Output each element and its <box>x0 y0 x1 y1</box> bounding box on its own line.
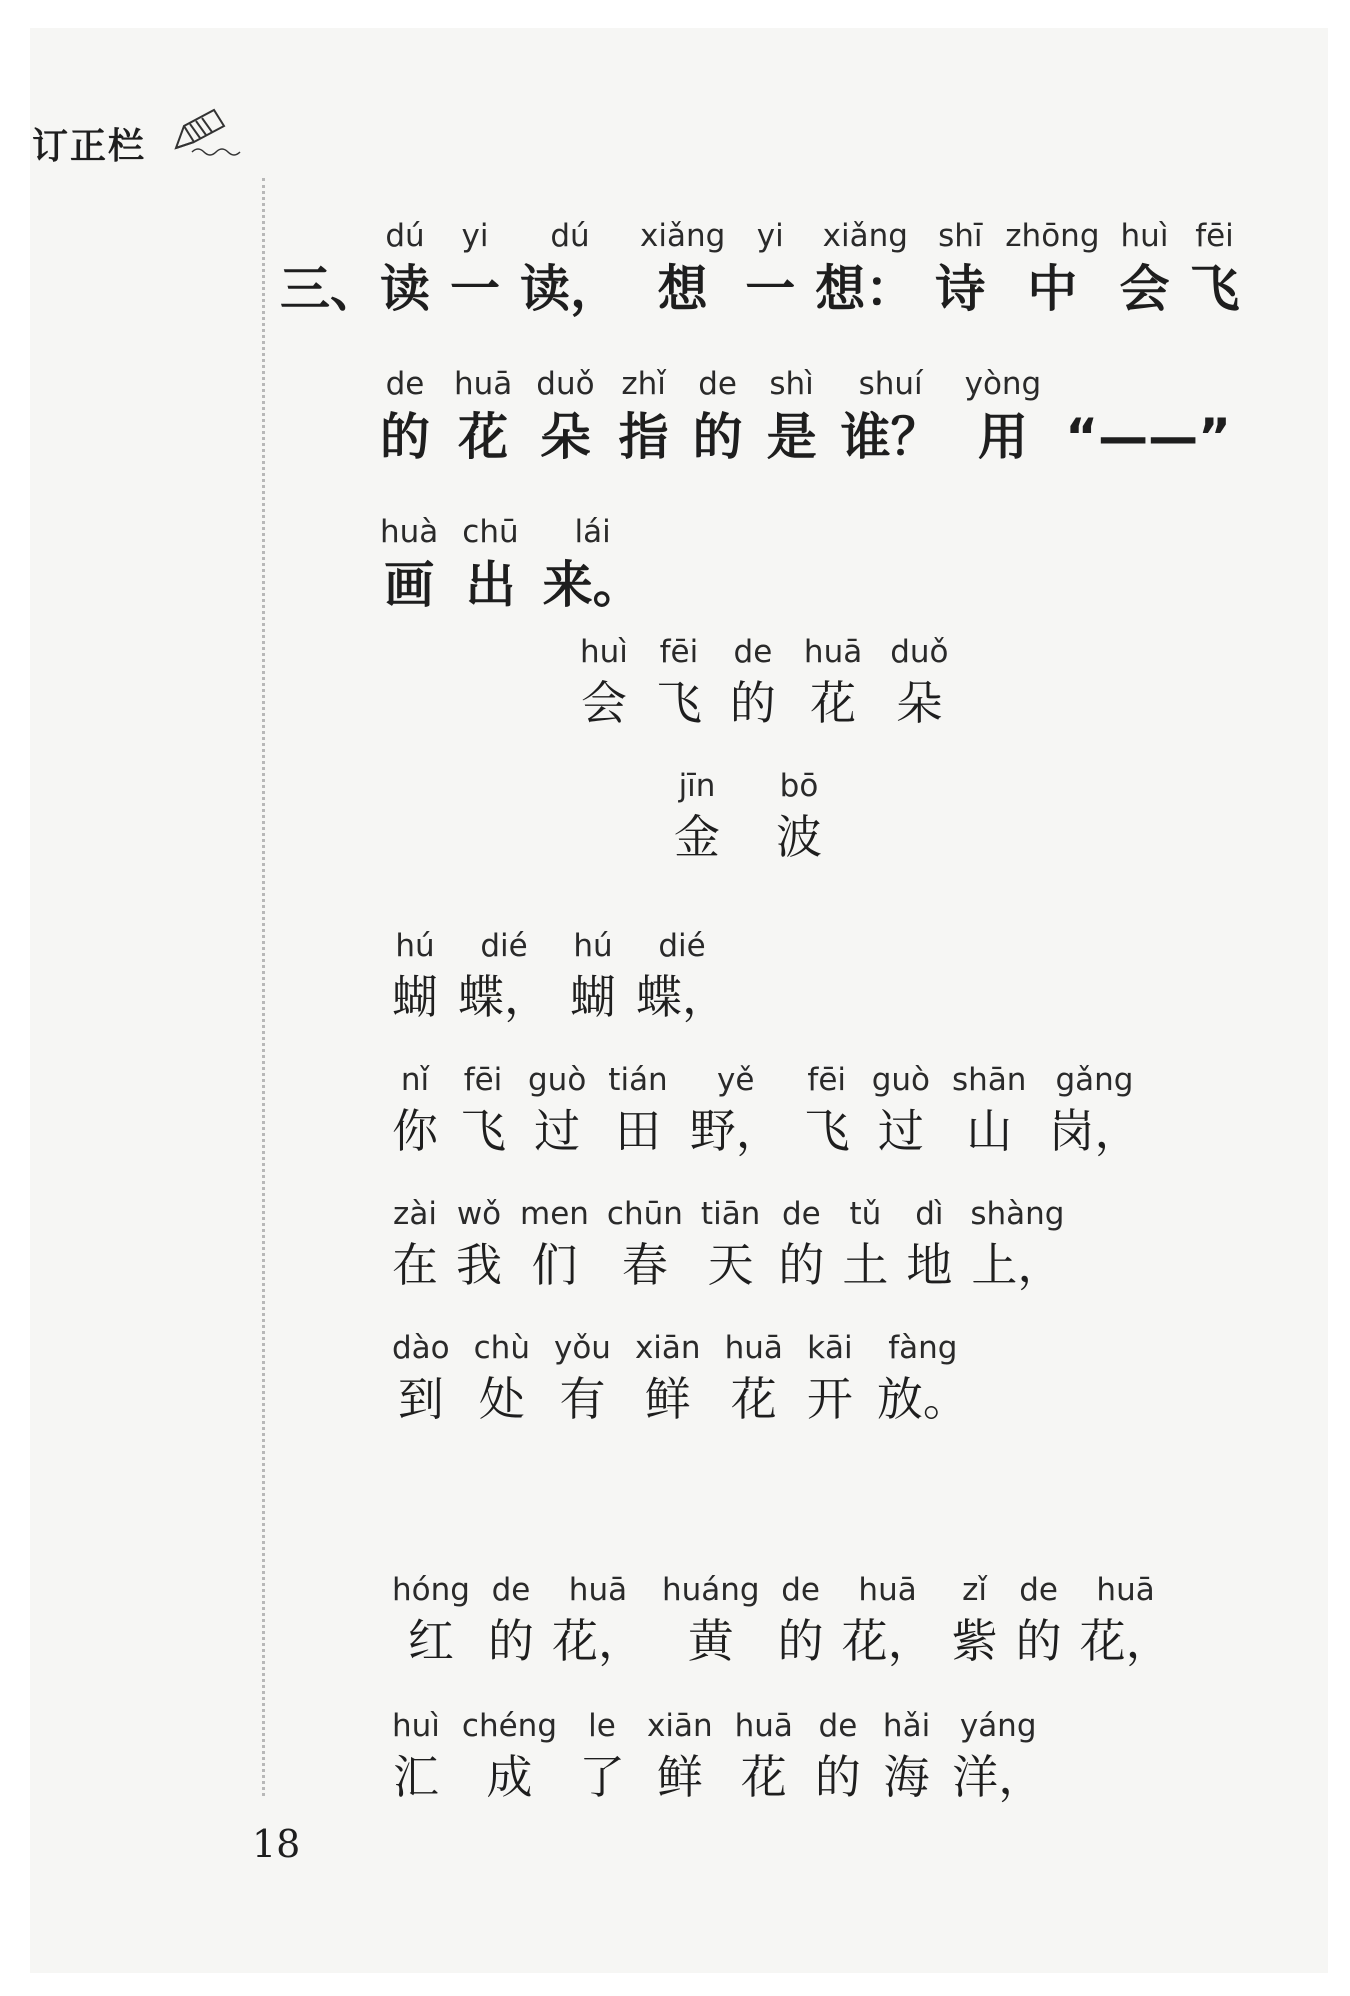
pinyin-character-pair <box>552 1570 644 1672</box>
pinyin: yǒu <box>553 1330 611 1366</box>
hanzi: “——” <box>1065 408 1231 466</box>
pinyin: huáng <box>661 1572 760 1608</box>
pinyin-character-pair <box>735 1706 793 1808</box>
pinyin-character-pair <box>970 1194 1064 1296</box>
hanzi: 花 <box>458 408 509 466</box>
pinyin-character-pair <box>778 1194 824 1296</box>
pinyin: fēi <box>659 634 699 670</box>
pinyin-character-pair <box>965 364 1042 470</box>
pinyin: yi <box>756 218 784 254</box>
question-line <box>380 216 1240 322</box>
pinyin: huā <box>858 1572 917 1608</box>
hanzi: 野， <box>689 1104 782 1158</box>
question-block <box>280 216 1240 618</box>
hanzi: 的 <box>487 1614 534 1668</box>
pinyin: dú <box>385 218 425 254</box>
pinyin-character-pair <box>701 1194 760 1296</box>
hanzi: 花， <box>1079 1614 1172 1668</box>
pinyin-character-pair <box>883 1706 930 1808</box>
hanzi: 山 <box>966 1104 1013 1158</box>
pinyin: tǔ <box>849 1196 882 1232</box>
hanzi: 红 <box>407 1614 454 1668</box>
pinyin-character-pair <box>462 512 518 618</box>
pinyin-character-pair <box>392 1060 438 1162</box>
pinyin-character-pair <box>554 1328 611 1430</box>
pinyin-character-pair <box>580 632 628 734</box>
pinyin-character-pair <box>804 632 862 734</box>
pinyin-character-pair <box>456 1194 502 1296</box>
pinyin-character-pair <box>636 926 728 1028</box>
hanzi: 来。 <box>542 556 643 614</box>
hanzi: 飞 <box>460 1104 506 1158</box>
pinyin-character-pair <box>647 1706 713 1808</box>
hanzi: 想： <box>815 260 916 318</box>
hanzi: 你 <box>392 1104 438 1158</box>
pinyin: jīn <box>678 768 716 804</box>
pinyin: dú <box>550 218 590 254</box>
hanzi: 朵 <box>896 676 943 730</box>
question-line <box>380 364 1240 470</box>
hanzi: 放。 <box>876 1372 969 1426</box>
hanzi: 读， <box>520 260 620 318</box>
pinyin: bō <box>779 768 819 804</box>
pinyin-character-pair <box>952 1570 998 1672</box>
hanzi: 洋， <box>952 1750 1045 1804</box>
pinyin-character-pair <box>474 1328 530 1430</box>
pinyin-character-pair <box>392 1706 440 1808</box>
pinyin: de <box>491 1572 531 1608</box>
pinyin: dì <box>915 1196 944 1232</box>
pinyin: huā <box>734 1708 793 1744</box>
pinyin: de <box>781 1572 820 1608</box>
pinyin-character-pair <box>906 1194 952 1296</box>
pinyin: guò <box>528 1062 587 1098</box>
pinyin-character-pair <box>662 1570 760 1672</box>
pinyin-character-pair <box>725 1328 783 1430</box>
pinyin: fēi <box>1195 218 1234 254</box>
pinyin: dié <box>480 928 528 964</box>
hanzi: 了 <box>579 1750 626 1804</box>
hanzi: 处 <box>478 1372 525 1426</box>
pinyin: chéng <box>461 1708 558 1744</box>
pinyin: dié <box>658 928 706 964</box>
pinyin-character-pair <box>745 216 795 322</box>
hanzi: 花 <box>740 1750 787 1804</box>
poem-line <box>392 1060 1140 1162</box>
pinyin-character-pair <box>392 926 438 1028</box>
pinyin-character-pair <box>877 1328 969 1430</box>
hanzi: 一 <box>745 260 796 318</box>
hanzi: 用 <box>977 408 1028 466</box>
hanzi: 朵 <box>540 408 591 466</box>
pinyin-character-pair <box>952 1706 1044 1808</box>
hanzi: 开 <box>806 1372 853 1426</box>
hanzi: 会 <box>580 676 627 730</box>
pinyin-character-pair <box>693 364 743 470</box>
pinyin-character-pair <box>380 512 438 618</box>
pinyin-character-pair <box>841 364 941 470</box>
pinyin-character-pair <box>804 1060 850 1162</box>
pinyin: hǎi <box>882 1708 931 1744</box>
hanzi: 的 <box>692 408 743 466</box>
pinyin-character-pair <box>543 512 643 618</box>
hanzi: 是 <box>766 408 817 466</box>
pinyin-character-pair <box>815 216 915 322</box>
hanzi: 飞 <box>803 1104 850 1158</box>
pinyin: zhǐ <box>621 366 666 402</box>
page-number: 18 <box>252 1822 301 1866</box>
pinyin-character-pair <box>488 1570 534 1672</box>
hanzi: 成 <box>486 1750 533 1804</box>
pinyin: de <box>781 1196 821 1232</box>
poem-line <box>392 1194 1064 1296</box>
pinyin: wǒ <box>456 1196 502 1232</box>
hanzi: 读 <box>380 260 430 318</box>
pinyin-character-pair <box>1065 364 1231 470</box>
hanzi: 谁？ <box>840 408 941 466</box>
pinyin-character-pair <box>458 926 550 1028</box>
hanzi: 一 <box>450 260 500 318</box>
hanzi: 黄 <box>687 1614 734 1668</box>
hanzi: 飞 <box>1189 260 1240 318</box>
pinyin-character-pair <box>392 1328 450 1430</box>
pinyin: chù <box>473 1330 530 1366</box>
pinyin-character-pair <box>778 1570 824 1672</box>
pinyin-character-pair <box>1005 216 1099 322</box>
pinyin-character-pair <box>767 364 817 470</box>
pinyin: tiān <box>700 1196 761 1232</box>
pinyin-character-pair <box>776 766 822 868</box>
hanzi: 花， <box>841 1614 934 1668</box>
pinyin: xiǎng <box>640 218 726 254</box>
pinyin: huā <box>803 634 863 670</box>
pinyin-character-pair <box>579 1706 625 1808</box>
pinyin: duǒ <box>890 634 949 670</box>
pinyin-character-pair <box>454 364 512 470</box>
hanzi: 中 <box>1027 260 1078 318</box>
pinyin: dào <box>392 1330 450 1366</box>
pinyin: men <box>520 1196 589 1232</box>
hanzi: 田 <box>615 1104 661 1158</box>
hanzi: 的 <box>778 1238 825 1292</box>
pinyin: shàng <box>970 1196 1065 1232</box>
correction-column-label: 订正栏 <box>32 126 147 167</box>
pinyin: gǎng <box>1055 1062 1134 1098</box>
pinyin: chū <box>462 514 519 550</box>
pinyin: huì <box>580 634 628 670</box>
hanzi: 花 <box>730 1372 777 1426</box>
hanzi: 的 <box>729 676 776 730</box>
pinyin: huā <box>1096 1572 1155 1608</box>
poem-line <box>392 1570 1172 1672</box>
poem-line <box>392 926 728 1028</box>
hanzi: 到 <box>397 1372 444 1426</box>
pinyin: tián <box>608 1062 668 1098</box>
pinyin-character-pair <box>730 632 776 734</box>
margin-dotted-line <box>262 178 265 1796</box>
pinyin: kāi <box>807 1330 853 1366</box>
hanzi: 们 <box>531 1238 578 1292</box>
pinyin: huì <box>392 1708 440 1744</box>
pinyin: huì <box>1120 218 1169 254</box>
pinyin-character-pair <box>815 1706 861 1808</box>
pinyin-character-pair <box>520 1194 589 1296</box>
pinyin-character-pair <box>842 1570 934 1672</box>
pinyin-character-pair <box>380 364 430 470</box>
hanzi: 蝶， <box>636 970 728 1024</box>
pinyin-character-pair <box>1016 1570 1062 1672</box>
pinyin: shuí <box>858 366 923 402</box>
hanzi: 有 <box>559 1372 606 1426</box>
hanzi: 花 <box>810 676 857 730</box>
hanzi: 花， <box>551 1614 644 1668</box>
pinyin-character-pair <box>380 216 430 322</box>
pinyin-character-pair <box>462 1706 557 1808</box>
hanzi: 波 <box>776 810 822 864</box>
hanzi: 海 <box>883 1750 930 1804</box>
pinyin: guò <box>871 1062 931 1098</box>
pencil-icon <box>168 104 258 164</box>
pinyin-character-pair <box>872 1060 930 1162</box>
question-line <box>380 512 1240 618</box>
pinyin: de <box>698 366 737 402</box>
pinyin: fàng <box>888 1330 958 1366</box>
pinyin: zǐ <box>962 1572 988 1608</box>
pinyin-character-pair <box>1190 216 1240 322</box>
pinyin: huā <box>454 366 513 402</box>
hanzi: 过 <box>534 1104 581 1158</box>
hanzi: 天 <box>707 1238 754 1292</box>
pinyin: yě <box>717 1062 755 1098</box>
hanzi: 鲜 <box>656 1750 703 1804</box>
pinyin: fēi <box>807 1062 847 1098</box>
pinyin: zhōng <box>1005 218 1100 254</box>
poem-line <box>392 1706 1044 1808</box>
pinyin-character-pair <box>619 364 669 470</box>
pinyin: xiān <box>647 1708 713 1744</box>
hanzi: 的 <box>777 1614 824 1668</box>
poem-line <box>392 1328 969 1430</box>
hanzi: 飞 <box>655 676 702 730</box>
hanzi: 在 <box>392 1238 438 1292</box>
pinyin: chūn <box>606 1196 683 1232</box>
hanzi: 过 <box>877 1104 924 1158</box>
hanzi: 出 <box>465 556 516 614</box>
poem-author <box>674 766 822 868</box>
hanzi: 诗 <box>935 260 986 318</box>
hanzi: 土 <box>842 1238 889 1292</box>
hanzi: 的 <box>380 408 430 466</box>
pinyin: de <box>385 366 425 402</box>
pinyin: de <box>733 634 773 670</box>
hanzi: 汇 <box>392 1750 439 1804</box>
pinyin: huā <box>568 1572 628 1608</box>
pinyin-character-pair <box>607 1194 683 1296</box>
pinyin: xiān <box>634 1330 701 1366</box>
pinyin-character-pair <box>656 632 702 734</box>
hanzi: 指 <box>618 408 669 466</box>
pinyin: lái <box>574 514 611 550</box>
pinyin: yòng <box>964 366 1042 402</box>
pinyin: yáng <box>959 1708 1037 1744</box>
pinyin-character-pair <box>640 216 725 322</box>
hanzi: 春 <box>621 1238 668 1292</box>
pinyin-character-pair <box>674 766 720 868</box>
pinyin: yi <box>461 218 489 254</box>
question-number: 三、 <box>280 260 380 318</box>
pinyin-character-pair <box>528 1060 586 1162</box>
pinyin: duǒ <box>536 366 595 402</box>
pinyin-character-pair <box>392 1194 438 1296</box>
hanzi: 金 <box>674 810 720 864</box>
pinyin-character-pair <box>1048 1060 1140 1162</box>
poem-title <box>580 632 949 734</box>
hanzi: 的 <box>1015 1614 1062 1668</box>
hanzi: 上， <box>971 1238 1064 1292</box>
pinyin: shī <box>938 218 983 254</box>
pinyin-character-pair <box>690 1060 782 1162</box>
hanzi: 蝴 <box>570 970 616 1024</box>
pinyin-character-pair <box>460 1060 506 1162</box>
pinyin: huà <box>380 514 439 550</box>
pinyin: shì <box>769 366 814 402</box>
pinyin-character-pair <box>536 364 594 470</box>
pinyin: de <box>818 1708 858 1744</box>
pinyin: hú <box>395 928 435 964</box>
pinyin: shān <box>952 1062 1027 1098</box>
pinyin: hóng <box>392 1572 470 1608</box>
pinyin-character-pair <box>952 1060 1026 1162</box>
pinyin-character-pair <box>1080 1570 1172 1672</box>
pinyin: zài <box>393 1196 437 1232</box>
hanzi: 岗， <box>1048 1104 1141 1158</box>
hanzi: 画 <box>384 556 435 614</box>
hanzi: 蝴 <box>392 970 438 1024</box>
pinyin: nǐ <box>400 1062 430 1098</box>
hanzi: 地 <box>906 1238 953 1292</box>
pinyin: le <box>588 1708 616 1744</box>
hanzi: 想 <box>657 260 708 318</box>
pinyin-character-pair <box>520 216 620 322</box>
pinyin: hú <box>573 928 613 964</box>
pinyin-character-pair <box>890 632 948 734</box>
pinyin-character-pair <box>608 1060 667 1162</box>
hanzi: 鲜 <box>644 1372 691 1426</box>
hanzi: 我 <box>456 1238 502 1292</box>
pinyin-character-pair <box>450 216 500 322</box>
hanzi: 会 <box>1119 260 1170 318</box>
pinyin-character-pair <box>935 216 985 322</box>
hanzi: 紫 <box>951 1614 998 1668</box>
hanzi: 的 <box>814 1750 861 1804</box>
pinyin-character-pair <box>807 1328 853 1430</box>
pinyin: huā <box>724 1330 783 1366</box>
pinyin: xiǎng <box>822 218 908 254</box>
pinyin-character-pair <box>570 926 616 1028</box>
pinyin-character-pair <box>392 1570 470 1672</box>
pinyin-character-pair <box>1120 216 1170 322</box>
pinyin-character-pair <box>635 1328 701 1430</box>
pinyin: fēi <box>463 1062 503 1098</box>
pinyin-character-pair <box>842 1194 888 1296</box>
hanzi: 蝶， <box>458 970 550 1024</box>
pinyin: de <box>1019 1572 1058 1608</box>
